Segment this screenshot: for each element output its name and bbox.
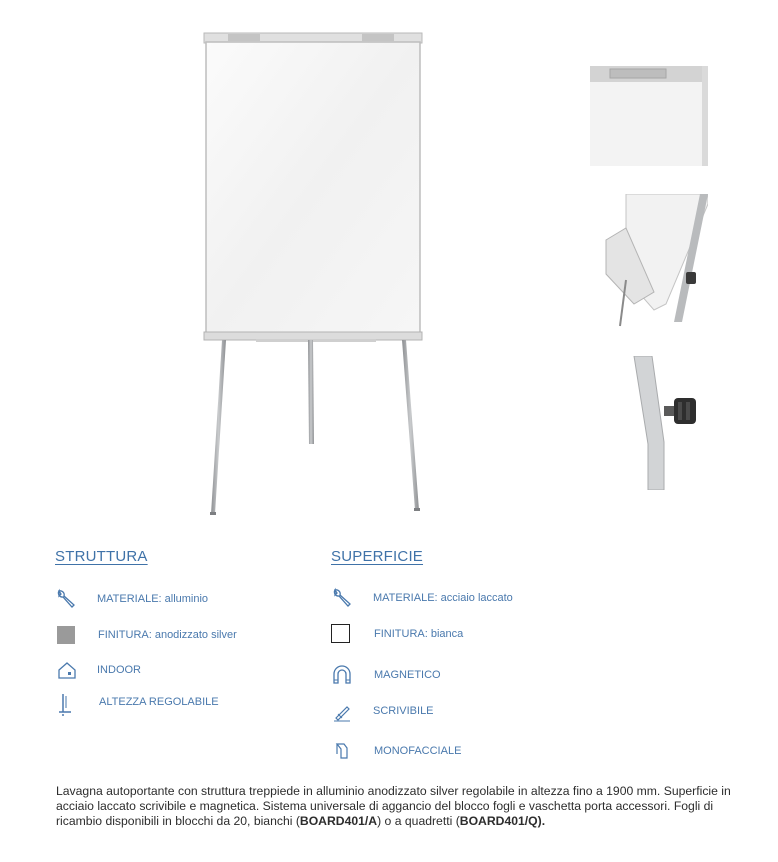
struttura-finitura: FINITURA: anodizzato silver — [98, 629, 237, 641]
struttura-heading: STRUTTURA — [55, 548, 148, 565]
superficie-monofacciale: MONOFACCIALE — [374, 745, 462, 757]
struttura-altezza: ALTEZZA REGOLABILE — [99, 696, 219, 708]
description-text: Lavagna autoportante con struttura treppiede in alluminio anodizzato silver regolabile in altezza fino a 1900 mm. Superficie in acciaio laccato scrivibile e magnetica. Sistema universale di aggancio del blocco fogli e vaschetta porta accessori. Fogli di ricambio disponibili in blocchi da 20, bianchi ( — [56, 784, 731, 828]
superficie-magnetico: MAGNETICO — [374, 669, 441, 681]
height-adjust-icon — [56, 692, 78, 716]
tray-detail-image — [590, 194, 708, 328]
superficie-materiale: MATERIALE: acciaio laccato — [373, 592, 513, 604]
superficie-heading: SUPERFICIE — [331, 548, 424, 565]
flipchart-product-image — [200, 30, 430, 520]
pen-icon — [332, 701, 354, 723]
struttura-indoor: INDOOR — [97, 664, 141, 676]
wrench-icon — [331, 587, 353, 609]
product-description — [56, 784, 732, 829]
white-swatch-icon — [331, 624, 350, 643]
struttura-materiale: MATERIALE: alluminio — [97, 593, 209, 605]
clamp-detail-image — [590, 66, 708, 166]
description-text: ) o a quadretti ( — [377, 814, 460, 828]
house-icon — [56, 659, 78, 681]
magnet-icon — [331, 664, 353, 686]
code-board401-q: BOARD401/Q — [459, 814, 538, 828]
silver-swatch-icon — [57, 626, 75, 644]
single-sided-icon — [333, 740, 355, 762]
knob-detail-image — [590, 356, 708, 490]
wrench-icon — [55, 588, 77, 610]
superficie-finitura: FINITURA: bianca — [374, 628, 464, 640]
description-text: ). — [537, 814, 546, 828]
superficie-scrivibile: SCRIVIBILE — [373, 705, 434, 717]
code-board401-a: BOARD401/A — [299, 814, 378, 828]
